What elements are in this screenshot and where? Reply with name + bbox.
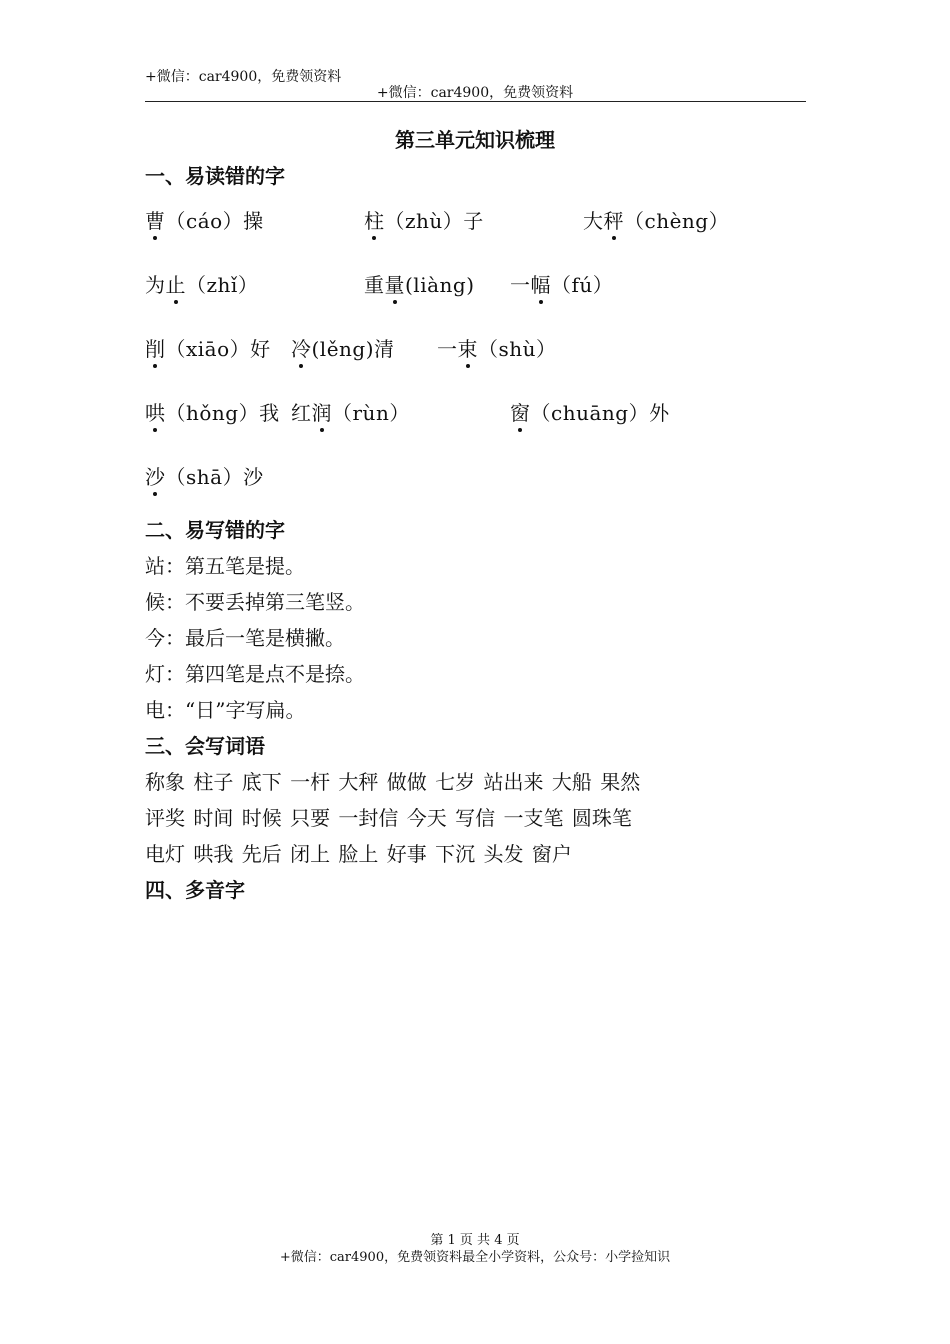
word-line: 评奖 时间 时候 只要 一封信 今天 写信 一支笔 圆珠笔 [145,806,632,830]
reading-item: 重量(liàng) [364,273,475,297]
section-heading-2: 二、易写错的字 [145,518,285,542]
dotted-char: 窗 [510,401,531,425]
dotted-char: 柱 [364,209,385,233]
reading-item: 削（xiāo）好 [145,337,271,361]
writing-note: 候：不要丢掉第三笔竖。 [145,590,365,614]
reading-item: 窗（chuāng）外 [510,401,670,425]
dotted-char: 曹 [145,209,166,233]
dotted-char: 幅 [530,273,551,297]
dotted-char: 沙 [145,465,166,489]
footer-watermark: +微信：car4900，免费领资料最全小学资料，公众号：小学捡知识 [279,1250,671,1265]
word-line: 称象 柱子 底下 一杆 大秤 做做 七岁 站出来 大船 果然 [145,770,641,794]
header-rule [145,101,806,102]
reading-item: 红润（rùn） [291,401,410,425]
reading-item: 为止（zhǐ） [145,273,259,297]
dotted-char: 冷 [291,337,312,361]
dotted-char: 哄 [145,401,166,425]
page-title: 第三单元知识梳理 [395,128,555,152]
writing-note: 今：最后一笔是横撇。 [145,626,345,650]
page-indicator: 第 1 页 共 4 页 [430,1233,520,1248]
writing-note: 灯：第四笔是点不是捺。 [145,662,365,686]
section-heading-3: 三、会写词语 [145,734,265,758]
dotted-char: 秤 [603,209,624,233]
writing-note: 电：“日”字写扁。 [145,698,306,722]
section-heading-1: 一、易读错的字 [145,164,285,188]
reading-item: 柱（zhù）子 [364,209,484,233]
reading-item: 一束（shù） [437,337,557,361]
section-heading-4: 四、多音字 [145,878,245,902]
reading-item: 哄（hǒng）我 [145,401,280,425]
dotted-char: 润 [311,401,332,425]
word-line: 电灯 哄我 先后 闭上 脸上 好事 下沉 头发 窗户 [145,842,572,866]
reading-item: 曹（cáo）操 [145,209,264,233]
reading-item: 一幅（fú） [510,273,614,297]
dotted-char: 量 [384,273,405,297]
reading-item: 沙（shā）沙 [145,465,264,489]
reading-item: 大秤（chèng） [583,209,730,233]
reading-item: 冷(lěng)清 [291,337,395,361]
dotted-char: 束 [457,337,478,361]
dotted-char: 削 [145,337,166,361]
header-watermark: +微信：car4900，免费领资料 [376,85,574,101]
writing-note: 站：第五笔是提。 [145,554,305,578]
watermark-top: +微信：car4900，免费领资料 [145,69,342,85]
dotted-char: 止 [165,273,186,297]
